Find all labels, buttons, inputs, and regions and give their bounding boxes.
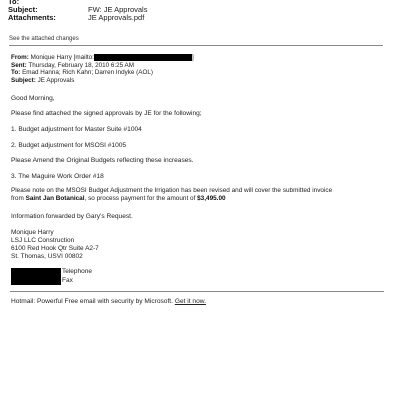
original-to-row [11,69,153,76]
outer-to-label: To: [8,0,20,6]
original-sent-row [11,62,134,69]
header-divider [9,45,383,46]
forward-note: See the attached changes [9,36,79,42]
signature-address-1: 6100 Red Hook Qtr Suite A2-7 [11,245,99,252]
original-from-close: ] [191,54,194,62]
forwarded-line: Information forwarded by Gary's Request. [11,213,133,220]
original-subject-row [11,77,74,84]
footer-text: Hotmail: Powerful Free email with security by Microsoft. [11,298,173,305]
item-2: 2. Budget adjustment for MSOSI #1005 [11,142,127,149]
signature-company: LSJ LLC Construction [11,237,75,244]
original-from-value: Monique Harry [mailto: [30,54,94,62]
original-subject-value: JE Approvals [37,77,75,84]
signature-name: Monique Harry [11,229,54,236]
vendor-name: Saint Jan Botanical [25,195,85,202]
item-3: 3. The Maguire Work Order #18 [11,173,104,180]
original-sent-label: Sent: [11,62,27,69]
fax-label: Fax [62,277,73,284]
note-line-2 [11,195,226,203]
outer-subject-value: FW: JE Approvals [88,5,148,14]
original-from-label: From: [11,54,29,62]
get-it-now-link[interactable]: Get it now. [174,298,206,305]
note-from: from [11,195,26,202]
outer-attachments-label: Attachments: [8,13,56,22]
attachment-link[interactable]: JE Approvals.pdf [88,13,145,22]
amend-line: Please Amend the Original Budgets reflecting these increases. [11,157,194,164]
greeting: Good Morning, [11,95,55,102]
outer-subject-label: Subject: [8,5,38,14]
note-line-1: Please note on the MSOSI Budget Adjustment the Irrigation has been revised and will cover the submitted invoice [11,187,333,194]
telephone-label: Telephone [62,268,92,275]
redacted-email-block [94,54,192,61]
note-middle: , so process payment for the amount of [84,195,198,202]
item-1: 1. Budget adjustment for Master Suite #1004 [11,126,142,133]
footer-divider [10,291,384,292]
original-sent-value: Thursday, February 18, 2010 6:25 AM [28,62,134,69]
original-subject-label: Subject: [11,77,36,84]
original-to-value: Emad Hanna; Rich Kahn; Darren Indyke (AOL) [22,69,153,76]
outer-attachments-row [8,13,144,22]
intro-line: Please find attached the signed approvals by JE for the following; [11,110,202,117]
payment-amount: $3,495.00 [197,195,226,202]
footer [11,298,206,305]
original-to-label: To: [11,69,21,76]
signature-address-2: St. Thomas, USVI 00802 [11,253,83,260]
redacted-phone-block [11,268,61,285]
original-from-row [11,54,194,61]
